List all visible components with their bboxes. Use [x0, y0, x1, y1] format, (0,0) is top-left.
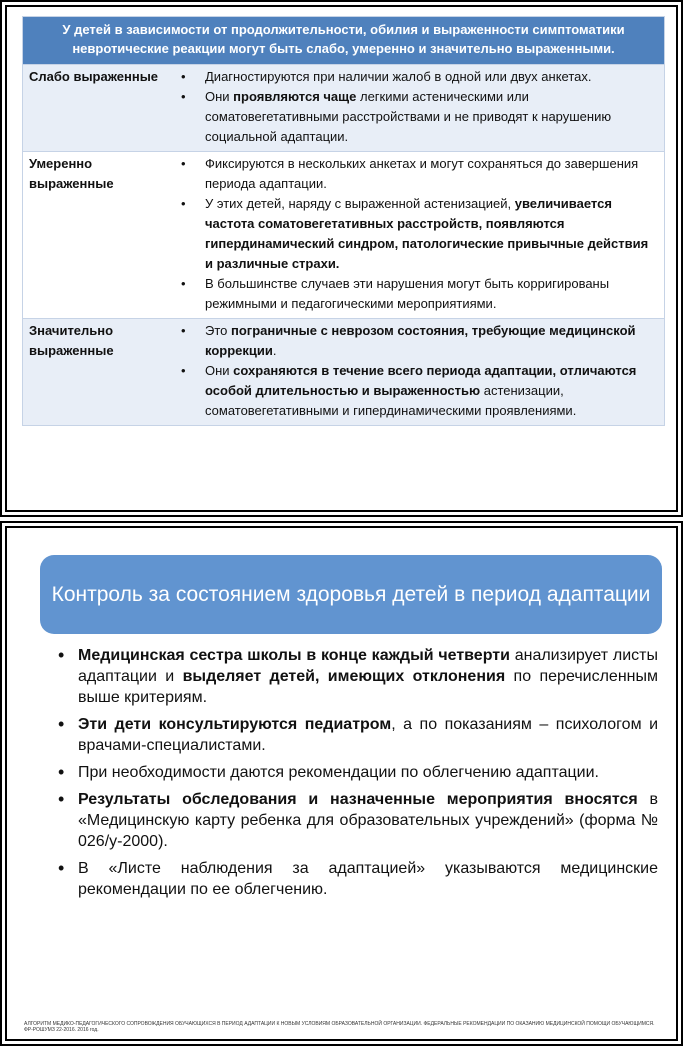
row-label: Слабо выраженные [29, 69, 159, 84]
list-item [177, 194, 658, 274]
table-row-moderate [22, 152, 665, 319]
text-part: В большинстве случаев эти нарушения могут быть корригированы режимными и педагогическими мероприятиями. [205, 276, 610, 311]
slide-neurotic-reactions [0, 0, 683, 517]
row-items [177, 152, 664, 318]
text-part: Фиксируются в нескольких анкетах и могут сохраняться до завершения периода адаптации. [205, 156, 639, 191]
text-part: При необходимости даются рекомендации по облегчению адаптации. [78, 764, 599, 781]
text-part: У этих детей, наряду с выраженной астенизацией, [205, 196, 515, 211]
row-items [177, 319, 664, 425]
slide-health-control [0, 521, 683, 1046]
text-part-bold: Эти дети консультируются педиатром [78, 716, 392, 733]
text-part: . [272, 343, 277, 358]
row-items [177, 65, 664, 151]
text-part-bold: сохраняются в течение всего периода адаптации, отличаются особой длительностью и выраженностью [205, 363, 637, 398]
text-part-bold: Результаты обследования и назначенные мероприятия вносятся [78, 791, 638, 808]
table-header: У детей в зависимости от продолжительности, обилия и выраженности симптоматики невротические реакции могут быть слабо, умеренно и значительно выраженными. [22, 16, 665, 65]
bullet-list [58, 645, 658, 906]
text-part: астенизации, соматовегетативными и гипердинамическими проявлениями. [205, 383, 577, 418]
list-item [58, 714, 658, 756]
text-part: , а по показаниям – психологом и врачами-специалистами. [78, 716, 658, 754]
text-part-bold: проявляются чаще [233, 89, 357, 104]
text-part: В «Листе наблюдения за адаптацией» указываются медицинские рекомендации по ее облегчению. [78, 860, 658, 898]
footer-citation: АЛГОРИТМ МЕДИКО-ПЕДАГОГИЧЕСКОГО СОПРОВОЖДЕНИЯ ОБУЧАЮЩИХСЯ В ПЕРИОД АДАПТАЦИИ К НОВЫМ УСЛОВИЯМ ОБРАЗОВАТЕЛЬНОЙ ОРГАНИЗАЦИИ. ФЕДЕРАЛЬНЫЕ РЕКОМЕНДАЦИИ ПО ОКАЗАНИЮ МЕДИЦИНСКОЙ ПОМОЩИ ОБУЧАЮЩИМСЯ. ФР-РОШУМЗ 22-2016. 2016 год. [24, 1021, 655, 1033]
list-item [58, 858, 658, 900]
list-item [177, 154, 658, 194]
list-item [58, 645, 658, 708]
text-part: легкими астеническими или соматовегетативными расстройствами и не приводят к нарушению социальной адаптации. [205, 89, 612, 144]
text-part-bold: Медицинская сестра школы в конце каждый четверти [78, 647, 510, 664]
list-item [58, 762, 658, 783]
text-part: Это [205, 323, 231, 338]
list-item [177, 67, 658, 87]
text-part: в «Медицинскую карту ребенка для образовательных учреждений» (форма № 026/у-2000). [78, 791, 658, 850]
slide-title: Контроль за состоянием здоровья детей в период адаптации [40, 555, 662, 634]
text-part: Они [205, 89, 234, 104]
list-item [177, 361, 658, 421]
text-part: по перечисленным выше критериям. [78, 668, 658, 706]
row-label: Умеренно выраженные [29, 156, 114, 191]
list-item [58, 789, 658, 852]
severity-table [22, 16, 665, 426]
list-item [177, 321, 658, 361]
text-part: Они [205, 363, 234, 378]
list-item [177, 274, 658, 314]
table-row-severe [22, 319, 665, 426]
row-label: Значительно выраженные [29, 323, 114, 358]
list-item [177, 87, 658, 147]
text-part: Диагностируются при наличии жалоб в одной или двух анкетах. [205, 69, 592, 84]
text-part-bold: увеличивается частота соматовегетативных расстройств, появляются гипердинамический синдром, патологические привычные действия и различные страхи. [205, 196, 649, 271]
table-row-mild [22, 65, 665, 152]
text-part-bold: выделяет детей, имеющих отклонения [182, 668, 506, 685]
text-part-bold: пограничные с неврозом состояния, требующие медицинской коррекции [205, 323, 636, 358]
text-part: анализирует листы адаптации и [78, 647, 658, 685]
